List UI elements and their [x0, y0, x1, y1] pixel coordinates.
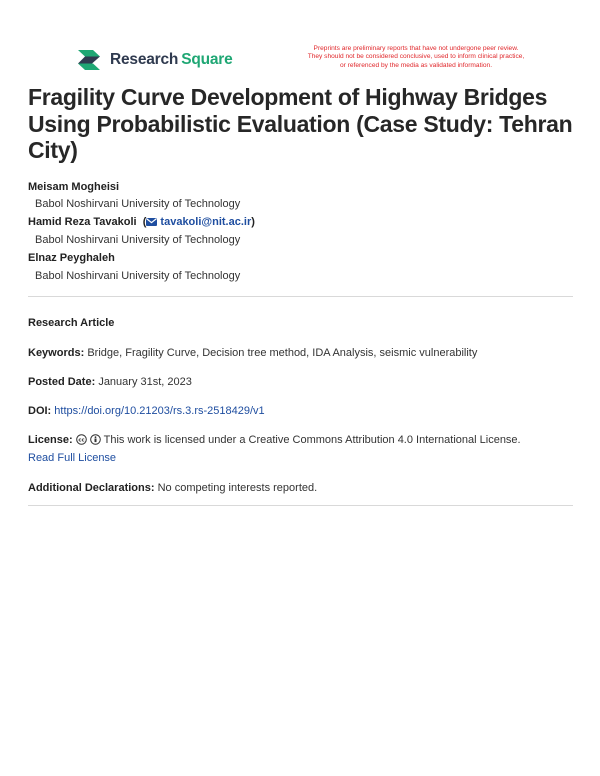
- divider: [28, 505, 573, 506]
- author-name: Elnaz Peyghaleh: [28, 252, 115, 264]
- author-email-link[interactable]: [146, 216, 251, 228]
- article-type: [28, 317, 114, 329]
- declarations-value: No competing interests reported.: [157, 482, 318, 494]
- author-name: Hamid Reza Tavakoli: [28, 216, 137, 228]
- doi-label: DOI:: [28, 405, 52, 417]
- author-name: Meisam Mogheisi: [28, 181, 120, 193]
- logo-wordmark: [110, 51, 233, 69]
- posted-date-value: January 31st, 2023: [98, 376, 192, 388]
- license-text: This work is licensed under a Creative Commons Attribution 4.0 International License.: [103, 434, 521, 446]
- read-full-license-link[interactable]: Read Full License: [28, 452, 117, 464]
- author-affiliation: Babol Noshirvani University of Technology: [35, 270, 241, 282]
- additional-declarations: [28, 482, 317, 494]
- envelope-icon: [146, 218, 157, 226]
- keywords-value: Bridge, Fragility Curve, Decision tree method, IDA Analysis, seismic vulnerability: [87, 347, 478, 359]
- posted-date-label: Posted Date:: [28, 376, 96, 388]
- research-square-logo-icon: [75, 48, 103, 72]
- preprint-notice-line: They should not be considered conclusive, used to inform clinical practice,: [307, 53, 525, 61]
- divider: [28, 296, 573, 297]
- posted-date: [28, 376, 192, 388]
- creative-commons-icon: [76, 434, 87, 445]
- license-label: License:: [28, 434, 73, 446]
- keywords-label: Keywords:: [28, 347, 85, 359]
- attribution-icon: [90, 434, 101, 445]
- svg-text:cc: cc: [78, 437, 85, 444]
- license: [28, 434, 521, 446]
- logo-word-research: Research: [110, 51, 179, 68]
- research-square-logo[interactable]: [75, 48, 233, 72]
- author-row-corresponding: Hamid Reza Tavakoli ( tavakoli@nit.ac.ir): [28, 216, 255, 228]
- logo-word-square: Square: [181, 51, 233, 68]
- license-link-row: [28, 452, 116, 464]
- preprint-notice-line: Preprints are preliminary reports that have not undergone peer review.: [313, 45, 519, 52]
- article-title: Fragility Curve Development of Highway Bridges Using Probabilistic Evaluation (Case Study: Tehran City): [28, 84, 573, 163]
- author-affiliation: Babol Noshirvani University of Technology: [35, 198, 241, 210]
- article-type-value: Research Article: [28, 317, 115, 329]
- author-email: tavakoli@nit.ac.ir: [160, 216, 252, 228]
- doi: [28, 405, 265, 417]
- author-affiliation: Babol Noshirvani University of Technology: [35, 234, 241, 246]
- preprint-notice: [271, 45, 561, 70]
- declarations-label: Additional Declarations:: [28, 482, 155, 494]
- keywords: [28, 347, 477, 359]
- preprint-notice-line: or referenced by the media as validated information.: [339, 61, 493, 69]
- doi-link[interactable]: https://doi.org/10.21203/rs.3.rs-2518429/v1: [54, 405, 265, 417]
